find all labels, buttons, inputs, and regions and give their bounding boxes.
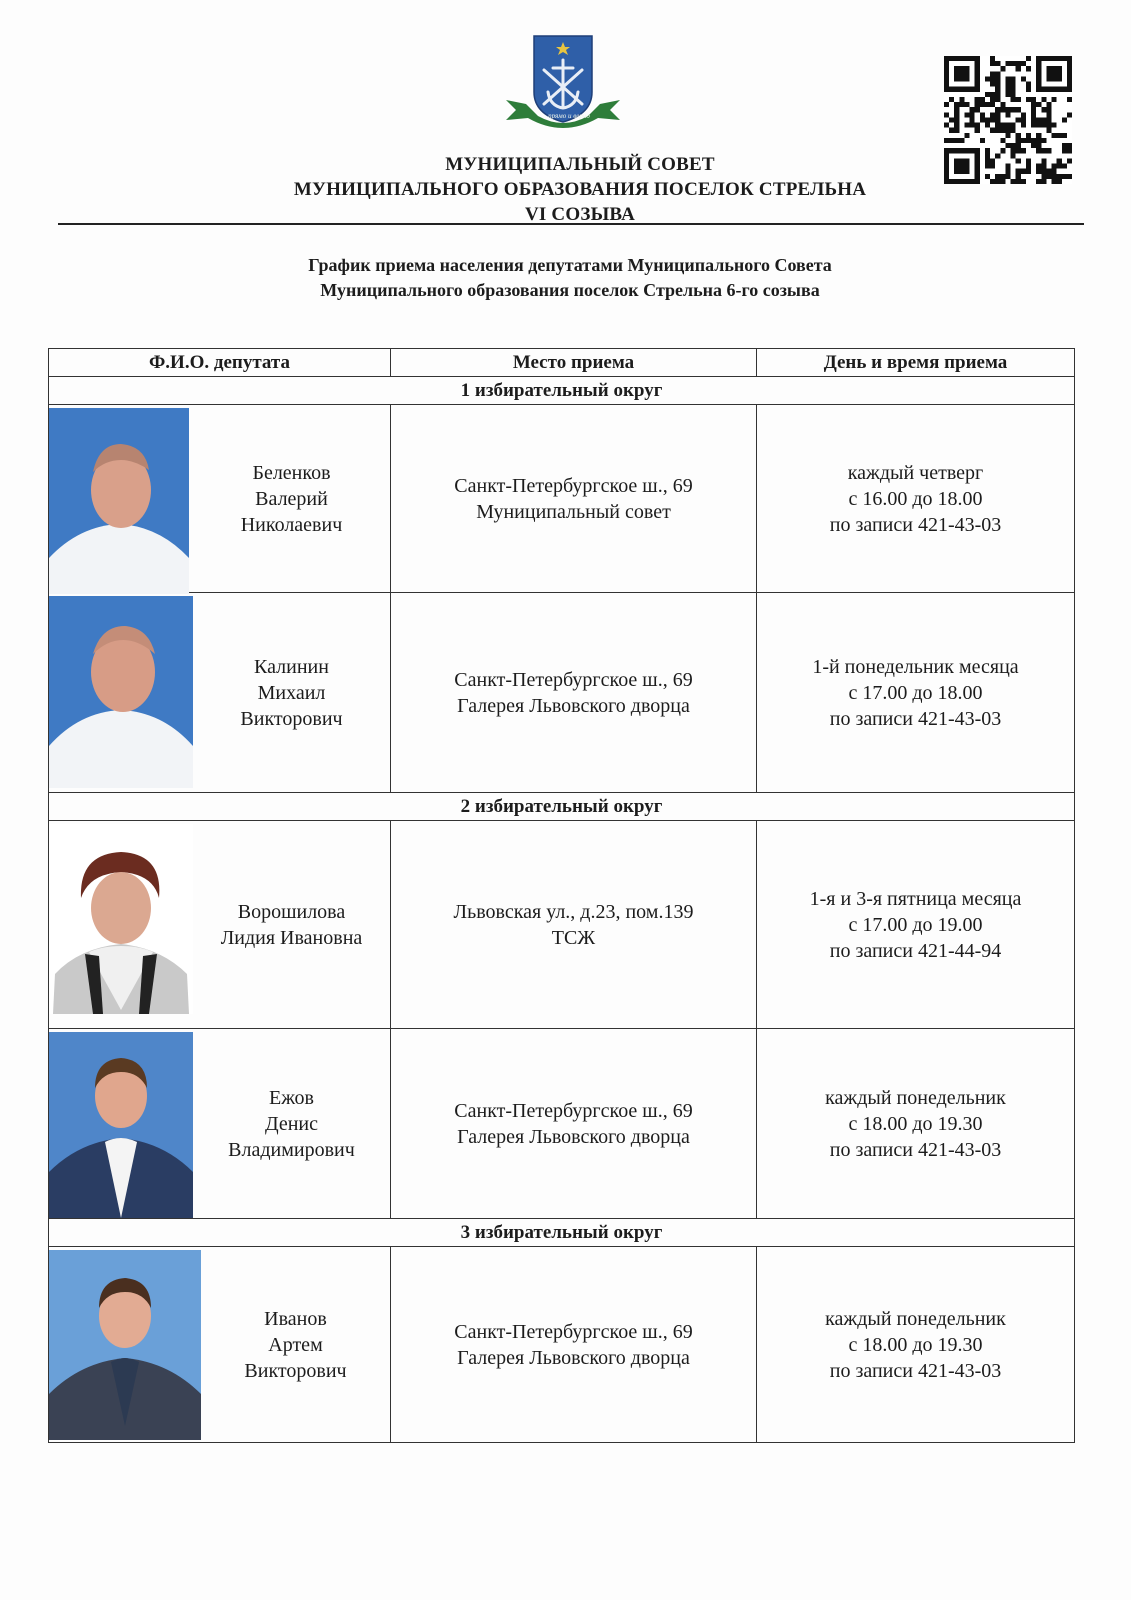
name-line: Валерий <box>255 487 328 510</box>
column-header-place: Место приема <box>391 349 757 377</box>
deputy-name-cell <box>49 593 391 793</box>
place-line: Галерея Львовского дворца <box>457 1346 690 1369</box>
time-line: с 17.00 до 19.00 <box>848 913 983 936</box>
deputy-photo <box>49 1032 193 1218</box>
deputy-photo <box>49 408 189 594</box>
name-line: Михаил <box>257 681 326 704</box>
deputy-name-cell <box>49 405 391 593</box>
reception-place <box>391 405 757 593</box>
qr-code-icon <box>944 56 1072 184</box>
reception-time <box>757 405 1075 593</box>
place-line: Санкт-Петербургское ш., 69 <box>454 668 693 691</box>
table-row <box>49 821 1075 1029</box>
header-line-2: МУНИЦИПАЛЬНОГО ОБРАЗОВАНИЯ ПОСЕЛОК СТРЕЛЬНА <box>293 179 867 200</box>
time-line: каждый понедельник <box>825 1086 1006 1109</box>
time-line: с 18.00 до 19.30 <box>848 1333 983 1356</box>
time-line: по записи 421-43-03 <box>829 513 1002 536</box>
table-header-row <box>49 349 1075 377</box>
schedule-title-line-1: График приема населения депутатами Муниципального Совета <box>308 255 832 275</box>
deputy-name <box>197 821 386 1028</box>
reception-place <box>391 593 757 793</box>
time-line: с 18.00 до 19.30 <box>848 1112 983 1135</box>
reception-time <box>757 1029 1075 1219</box>
reception-place <box>391 1029 757 1219</box>
reception-place <box>391 1247 757 1443</box>
name-line: Калинин <box>254 655 329 678</box>
place-line: Санкт-Петербургское ш., 69 <box>454 474 693 497</box>
name-line: Николаевич <box>240 513 343 536</box>
time-line: с 16.00 до 18.00 <box>848 487 983 510</box>
header-divider <box>58 223 1084 225</box>
place-line: Санкт-Петербургское ш., 69 <box>454 1099 693 1122</box>
header-line-3: VI СОЗЫВА <box>524 204 636 225</box>
deputy-name <box>197 593 386 792</box>
name-line: Артем <box>268 1333 323 1356</box>
time-line: по записи 421-43-03 <box>829 1138 1002 1161</box>
place-line: Санкт-Петербургское ш., 69 <box>454 1320 693 1343</box>
name-line: Лидия Ивановна <box>220 926 363 949</box>
time-line: с 17.00 до 18.00 <box>848 681 983 704</box>
time-line: 1-я и 3-я пятница месяца <box>809 887 1022 910</box>
time-line: по записи 421-43-03 <box>829 1359 1002 1382</box>
place-line: ТСЖ <box>551 926 596 949</box>
deputy-photo <box>49 1250 201 1440</box>
deputy-name-cell <box>49 1247 391 1443</box>
place-line: Львовская ул., д.23, пом.139 <box>453 900 694 923</box>
name-line: Беленков <box>252 461 331 484</box>
place-line: Муниципальный совет <box>476 500 671 523</box>
emblem-motto: прямо и верно <box>548 112 590 120</box>
schedule-title-line-2: Муниципального образования поселок Стрельна 6-го созыва <box>320 280 820 300</box>
place-line: Галерея Львовского дворца <box>457 694 690 717</box>
name-line: Иванов <box>264 1307 327 1330</box>
time-line: по записи 421-43-03 <box>829 707 1002 730</box>
time-line: 1-й понедельник месяца <box>812 655 1019 678</box>
column-header-name: Ф.И.О. депутата <box>49 349 391 377</box>
deputy-name <box>197 1029 386 1218</box>
reception-time <box>757 821 1075 1029</box>
time-line: по записи 421-44-94 <box>829 939 1002 962</box>
place-line: Галерея Львовского дворца <box>457 1125 690 1148</box>
header-line-1: МУНИЦИПАЛЬНЫЙ СОВЕТ <box>445 154 715 175</box>
name-line: Ворошилова <box>237 900 346 923</box>
deputy-name <box>205 1247 386 1442</box>
reception-place <box>391 821 757 1029</box>
district-row <box>49 793 1075 821</box>
time-line: каждый четверг <box>847 461 984 484</box>
deputy-name-cell <box>49 821 391 1029</box>
district-row <box>49 1219 1075 1247</box>
deputy-photo <box>49 824 193 1014</box>
table-row <box>49 1029 1075 1219</box>
district-label: 3 избирательный округ <box>49 1219 1075 1247</box>
municipal-emblem <box>498 30 638 135</box>
name-line: Владимирович <box>228 1138 355 1161</box>
name-line: Денис <box>264 1112 319 1135</box>
name-line: Ежов <box>269 1086 314 1109</box>
district-row <box>49 377 1075 405</box>
district-label: 2 избирательный округ <box>49 793 1075 821</box>
table-row <box>49 1247 1075 1443</box>
name-line: Викторович <box>240 707 343 730</box>
name-line: Викторович <box>244 1359 347 1382</box>
qr-code <box>944 56 1072 184</box>
deputy-name <box>197 405 386 592</box>
council-header <box>200 152 960 227</box>
column-header-time: День и время приема <box>757 349 1075 377</box>
reception-schedule-table <box>48 348 1075 1443</box>
reception-time <box>757 1247 1075 1443</box>
deputy-name-cell <box>49 1029 391 1219</box>
reception-time <box>757 593 1075 793</box>
table-row <box>49 405 1075 593</box>
district-label: 1 избирательный округ <box>49 377 1075 405</box>
time-line: каждый понедельник <box>825 1307 1006 1330</box>
deputy-photo <box>49 596 193 788</box>
table-row <box>49 593 1075 793</box>
schedule-title <box>150 253 990 303</box>
